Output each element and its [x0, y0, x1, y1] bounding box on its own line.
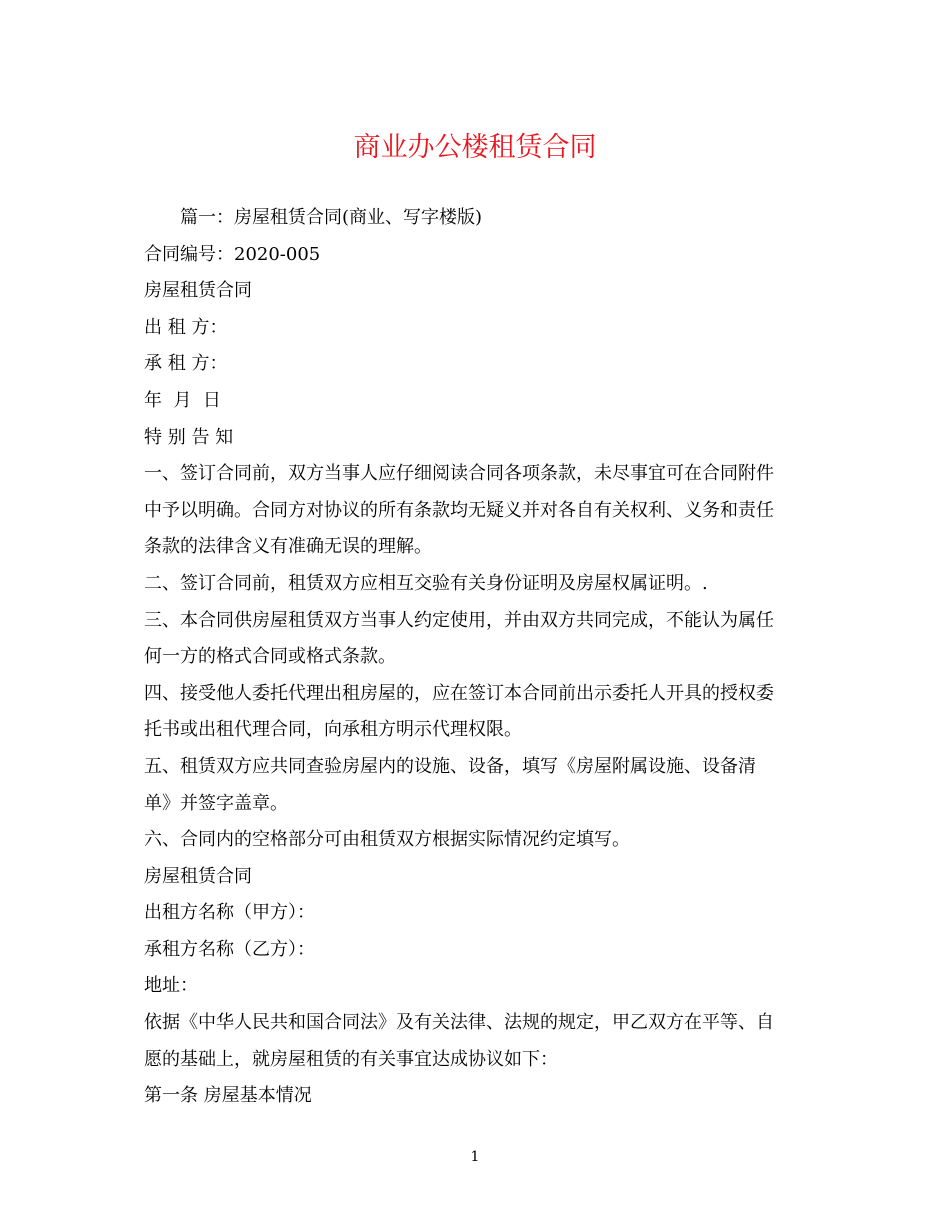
contract-name: 房屋租赁合同: [144, 280, 252, 302]
party-b-label: 承租方名称（乙方）：: [144, 938, 315, 960]
preamble-line-2: 愿的基础上，就房屋租赁的有关事宜达成协议如下：: [144, 1048, 558, 1070]
article-1-heading: 第一条 房屋基本情况: [144, 1085, 312, 1107]
party-a-label: 出租方名称（甲方）：: [144, 902, 315, 924]
date-label: 年 月 日: [144, 389, 221, 411]
contract-name-repeat: 房屋租赁合同: [144, 865, 252, 887]
notice-item-1-line-2: 中予以明确。合同方对协议的所有条款均无疑义并对各自有关权利、义务和责任: [144, 499, 774, 521]
preamble-line-1: 依据《中华人民共和国合同法》及有关法律、法规的规定，甲乙双方在平等、自: [144, 1012, 774, 1034]
page-number: 1: [470, 1149, 480, 1165]
document-title: 商业办公楼租赁合同: [353, 132, 597, 163]
lessee-label: 承 租 方：: [144, 353, 228, 375]
section-heading: 篇一：房屋租赁合同(商业、写字楼版): [180, 207, 483, 228]
notice-item-1-line-3: 条款的法律含义有准确无误的理解。: [144, 536, 432, 558]
notice-item-5-line-1: 五、租赁双方应共同查验房屋内的设施、设备，填写《房屋附属设施、设备清: [144, 755, 756, 777]
address-label: 地址：: [144, 975, 198, 997]
notice-item-4-line-2: 托书或出租代理合同，向承租方明示代理权限。: [144, 719, 522, 741]
special-notice-heading: 特 别 告 知: [144, 426, 234, 448]
notice-item-6: 六、合同内的空格部分可由租赁双方根据实际情况约定填写。: [144, 829, 630, 851]
notice-item-5-line-2: 单》并签字盖章。: [144, 792, 288, 814]
notice-item-2: 二、签订合同前，租赁双方应相互交验有关身份证明及房屋权属证明。.: [144, 572, 708, 594]
notice-item-3-line-2: 何一方的格式合同或格式条款。: [144, 646, 396, 668]
notice-item-1-line-1: 一、签订合同前，双方当事人应仔细阅读合同各项条款，未尽事宜可在合同附件: [144, 463, 774, 485]
notice-item-3-line-1: 三、本合同供房屋租赁双方当事人约定使用，并由双方共同完成，不能认为属任: [144, 609, 774, 631]
lessor-label: 出 租 方：: [144, 316, 228, 338]
contract-number: 合同编号：2020-005: [144, 243, 321, 265]
notice-item-4-line-1: 四、接受他人委托代理出租房屋的，应在签订本合同前出示委托人开具的授权委: [144, 682, 774, 704]
document-body: [144, 200, 804, 1115]
